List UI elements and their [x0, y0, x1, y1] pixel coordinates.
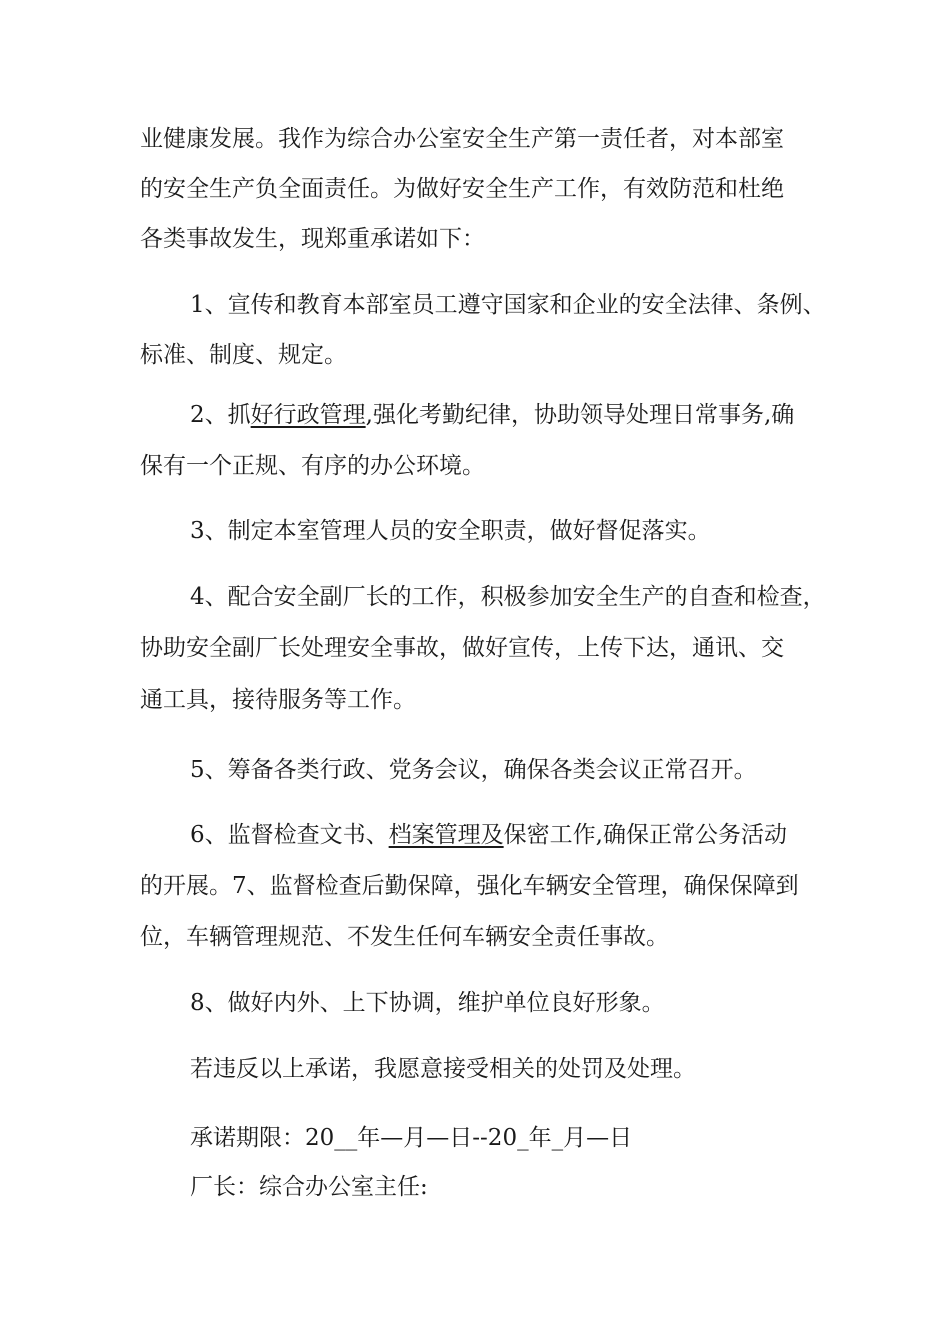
item-8: 8、做好内外、上下协调，维护单位良好形象。 [190, 990, 665, 1016]
item-1-line-1: 1、宣传和教育本部室员工遵守国家和企业的安全法律、条例、 [190, 292, 826, 318]
intro-line-2: 的安全生产负全面责任。为做好安全生产工作，有效防范和杜绝 [140, 176, 784, 202]
closing-pledge: 若违反以上承诺，我愿意接受相关的处罚及处理。 [190, 1056, 696, 1082]
item-4-line-2: 协助安全副厂长处理安全事故，做好宣传，上传下达，通讯、交 [140, 635, 784, 661]
item-6-line-3: 位，车辆管理规范、不发生任何车辆安全责任事故。 [140, 924, 669, 950]
intro-line-3: 各类事故发生，现郑重承诺如下： [140, 226, 485, 252]
item-6-line-2: 的开展。7、监督检查后勤保障，强化车辆安全管理，确保保障到 [140, 873, 799, 899]
item-6-suffix: 保密工作,确保正常公务活动 [503, 822, 787, 848]
closing-period: 承诺期限：20__年—月—日--20_年_月—日 [190, 1125, 633, 1151]
item-2-line-2: 保有一个正规、有序的办公环境。 [140, 453, 485, 479]
item-6-prefix: 6、监督检查文书、 [190, 822, 389, 848]
item-3: 3、制定本室管理人员的安全职责，做好督促落实。 [190, 518, 711, 544]
closing-signers: 厂长：综合办公室主任: [190, 1174, 428, 1200]
item-1-line-2: 标准、制度、规定。 [140, 342, 347, 368]
item-2-suffix: ,强化考勤纪律，协助领导处理日常事务,确 [365, 402, 795, 428]
item-4-line-3: 通工具，接待服务等工作。 [140, 687, 416, 713]
item-2-prefix: 2、抓 [190, 402, 251, 428]
item-2-line-1 [190, 400, 794, 430]
item-6-line-1 [190, 820, 787, 850]
item-2-link[interactable]: 好行政管理 [250, 402, 366, 428]
item-4-line-1: 4、配合安全副厂长的工作，积极参加安全生产的自查和检查， [190, 584, 826, 610]
intro-line-1: 业健康发展。我作为综合办公室安全生产第一责任者，对本部室 [140, 126, 784, 152]
item-5: 5、筹备各类行政、党务会议，确保各类会议正常召开。 [190, 757, 757, 783]
item-6-link[interactable]: 档案管理及 [388, 822, 504, 848]
